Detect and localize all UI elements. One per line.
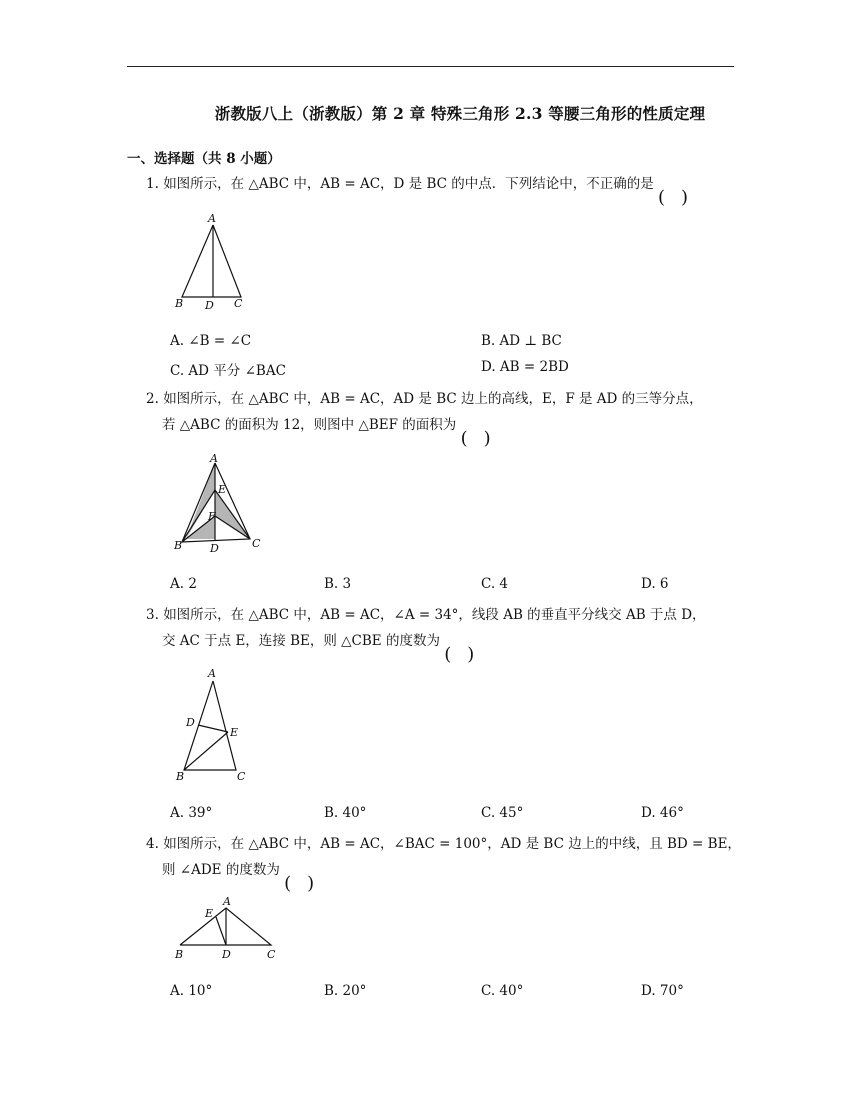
question-text: 若 △ABC 的面积为 12，则图中 △BEF 的面积为 [162,417,457,433]
option-b[interactable]: B. AD ⊥ BC [481,333,562,349]
option-d[interactable]: D. AB = 2BD [481,359,569,375]
question-3 [146,602,746,654]
option-c[interactable]: C. 4 [481,576,509,592]
label-b: B [174,539,183,552]
label-d: D [210,542,219,555]
triangle-abc [182,225,241,297]
segment-de [198,725,228,732]
option-a[interactable]: A. 39° [170,805,213,821]
question-number: 2. [146,391,159,407]
label-a: A [210,452,218,465]
option-a[interactable]: A. 10° [170,983,213,999]
option-a[interactable]: A. 2 [170,576,197,592]
label-d: D [186,716,195,729]
section-heading: 一、选择题（共 8 小题） [127,151,281,167]
question-4 [146,831,746,883]
question-text: 如图所示，在 △ABC 中，AB = AC，∠BAC = 100°，AD 是 BC 边上的中线，且 BD = BE， [163,836,741,852]
question-text: 如图所示，在 △ABC 中，AB = AC，AD 是 BC 边上的高线，E，F 是 AD 的三等分点， [163,391,703,407]
label-b: B [175,948,184,961]
option-d[interactable]: D. 70° [641,983,684,999]
document-title: 浙教版八上（浙教版）第 2 章 特殊三角形 2.3 等腰三角形的性质定理 [214,104,706,123]
label-c: C [267,948,276,961]
label-a: A [208,667,216,680]
option-c[interactable]: C. AD 平分 ∠BAC [170,363,286,379]
question-number: 1. [146,176,159,192]
option-d[interactable]: D. 6 [641,576,669,592]
label-e: E [230,726,239,739]
label-d: D [222,948,231,961]
question-number: 3. [146,607,159,623]
label-e: E [218,483,227,496]
label-f: F [208,510,216,523]
option-c[interactable]: C. 40° [481,983,524,999]
question-text: 交 AC 于点 E，连接 BE，则 △CBE 的度数为 [162,633,440,649]
question-text: 则 ∠ADE 的度数为 [162,862,280,878]
label-c: C [234,297,243,310]
option-b[interactable]: B. 3 [324,576,352,592]
label-c: C [237,770,246,783]
segment-de [216,917,226,945]
label-a: A [223,895,231,908]
figure-q3 [170,662,260,787]
option-a[interactable]: A. ∠B = ∠C [170,333,252,349]
label-e: E [205,907,214,920]
figure-q4 [170,892,285,962]
label-b: B [175,297,184,310]
option-d[interactable]: D. 46° [641,805,684,821]
figure-q2 [170,450,270,560]
label-b: B [176,770,185,783]
question-text: 如图所示，在 △ABC 中，AB = AC，D 是 BC 的中点．下列结论中，不正确的是 [163,176,654,192]
label-d: D [205,299,214,312]
figure-q1 [170,210,260,315]
question-number: 4. [146,836,159,852]
question-1 [146,171,746,197]
question-text: 如图所示，在 △ABC 中，AB = AC，∠A = 34°，线段 AB 的垂直平分线交 AB 于点 D， [163,607,706,623]
label-c: C [252,537,261,550]
option-b[interactable]: B. 20° [324,983,367,999]
option-b[interactable]: B. 40° [324,805,367,821]
label-a: A [208,212,216,225]
question-2 [146,386,746,438]
header-rule [127,66,734,67]
option-c[interactable]: C. 45° [481,805,524,821]
